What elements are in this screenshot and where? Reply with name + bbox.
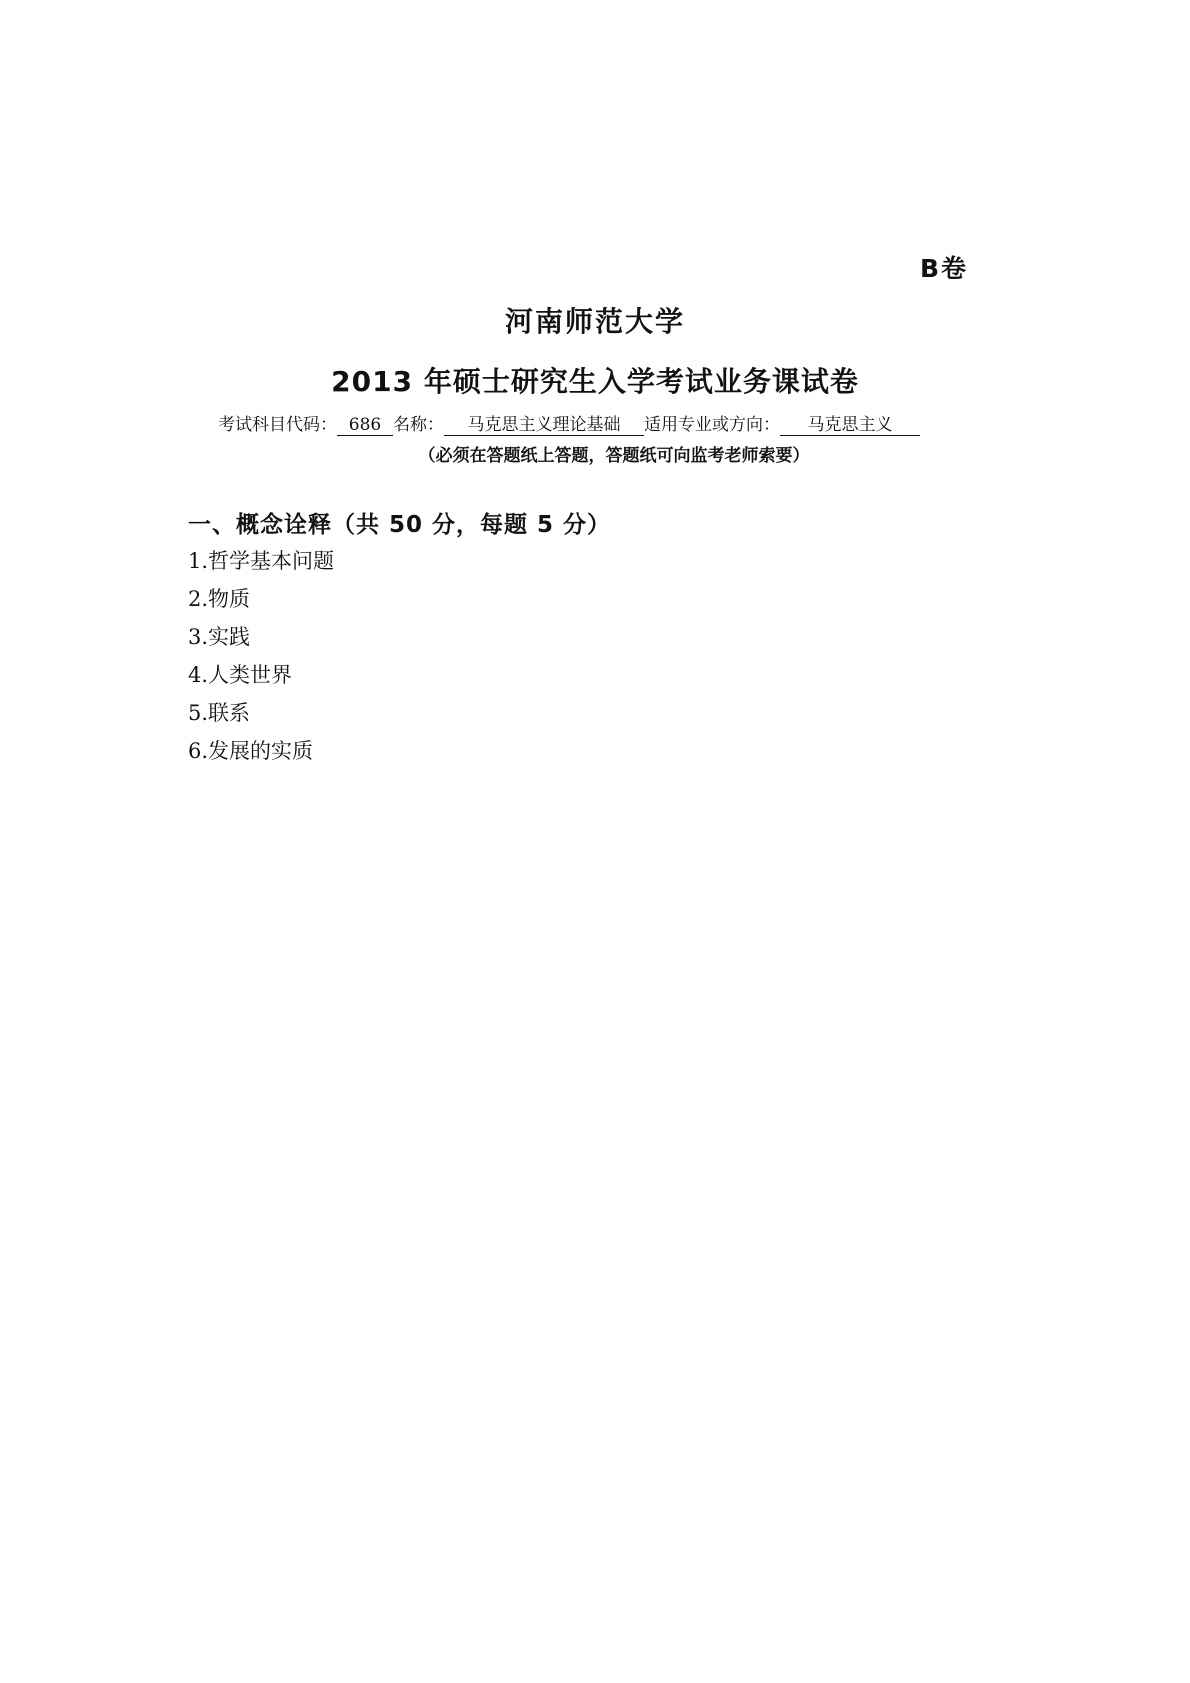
question-list (188, 548, 334, 776)
question-number: 4. (188, 663, 209, 687)
question-text: 物质 (208, 587, 251, 611)
section-heading: 一、概念诠释（共 50 分，每题 5 分） (188, 512, 612, 538)
question-text: 哲学基本问题 (208, 549, 335, 573)
answer-instruction: （必须在答题纸上答题，答题纸可向监考老师索要） (418, 446, 810, 466)
question-number: 3. (188, 625, 209, 649)
question-number: 1. (188, 549, 209, 573)
question-text: 发展的实质 (208, 739, 314, 763)
question-item (188, 548, 334, 586)
major-value: 马克思主义 (780, 415, 920, 436)
subject-name-label: 名称： (393, 415, 444, 435)
subject-code-label: 考试科目代码： (218, 415, 337, 435)
question-text: 人类世界 (208, 663, 293, 687)
question-number: 2. (188, 587, 209, 611)
question-text: 联系 (208, 701, 251, 725)
question-item (188, 586, 334, 624)
question-text: 实践 (208, 625, 251, 649)
question-item (188, 624, 334, 662)
paper-version-label: B卷 (920, 254, 969, 283)
question-number: 5. (188, 701, 209, 725)
major-label: 适用专业或方向： (644, 415, 780, 435)
question-item (188, 662, 334, 700)
subject-code-value: 686 (337, 415, 393, 436)
question-number: 6. (188, 739, 209, 763)
exam-title: 2013 年硕士研究生入学考试业务课试卷 (331, 365, 859, 398)
question-item (188, 738, 334, 776)
university-name: 河南师范大学 (504, 305, 685, 338)
subject-name-value: 马克思主义理论基础 (444, 415, 644, 436)
exam-meta-line (218, 410, 920, 436)
question-item (188, 700, 334, 738)
